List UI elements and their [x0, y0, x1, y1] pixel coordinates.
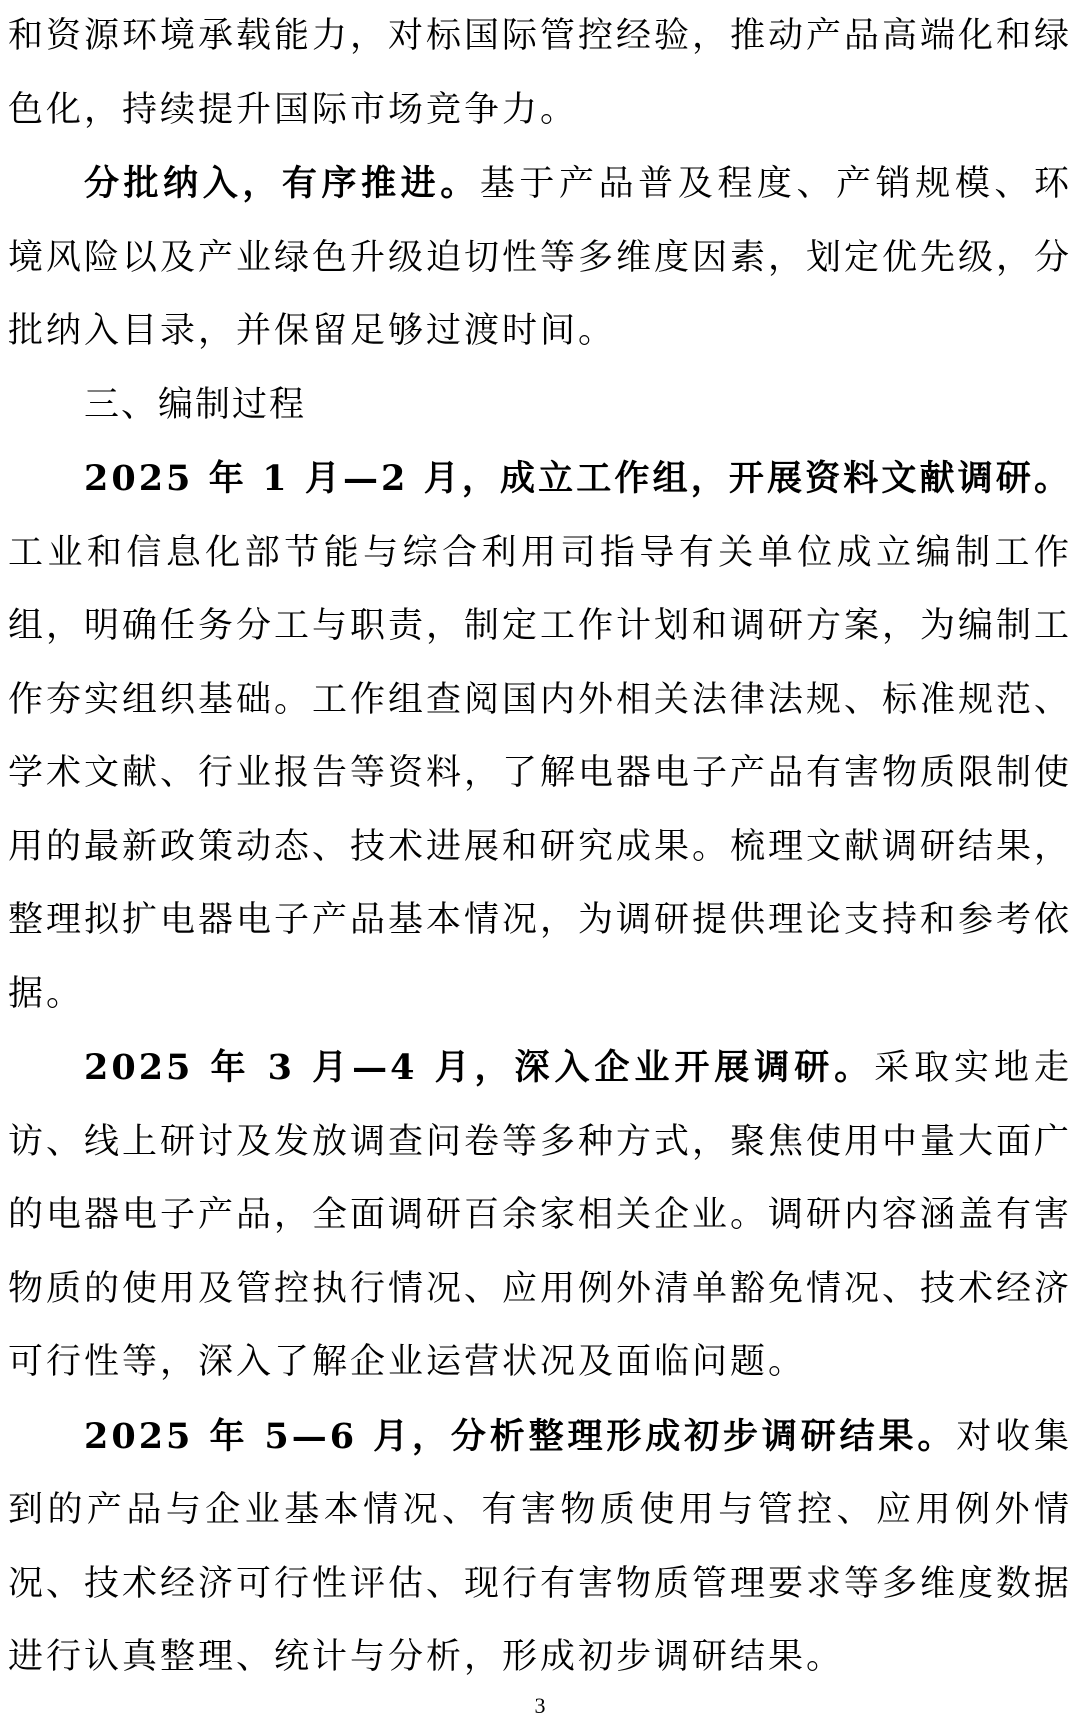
paragraph-lead: 2025 年 1 月—2 月，成立工作组，开展资料文献调研。 [84, 458, 1072, 499]
paragraph-text: 工业和信息化部节能与综合利用司指导有关单位成立编制工作组，明确任务分工与职责，制定工作计划和调研方案，为编制工作夯实组织基础。工作组查阅国内外相关法律法规、标准规范、学术文献、行业报告等资料，了解电器电子产品有害物质限制使用的最新政策动态、技术进展和研究成果。梳理文献调研结果，整理拟扩电器电子产品基本情况，为调研提供理论支持和参考依据。 [8, 532, 1073, 1014]
section-heading: 三、编制过程 [84, 384, 307, 425]
paragraph-phased-inclusion [8, 147, 1072, 369]
paragraph-continuation [8, 0, 1072, 147]
paragraph-text: 采取实地走访、线上研讨及发放调查问卷等多种方式，聚焦使用中量大面广的电器电子产品，全面调研百余家相关企业。调研内容涵盖有害物质的使用及管控执行情况、应用例外清单豁免情况、技术经济可行性等，深入了解企业运营状况及面临问题。 [8, 1048, 1073, 1382]
paragraph-lead: 2025 年 5—6 月，分析整理形成初步调研结果。 [84, 1415, 957, 1457]
paragraph-text: 对收集到的产品与企业基本情况、有害物质使用与管控、应用例外情况、技术经济可行性评估、现行有害物质管理要求等多维度数据进行认真整理、统计与分析，形成初步调研结果。 [8, 1416, 1073, 1677]
paragraph-mar-apr [8, 1031, 1072, 1400]
paragraph-lead: 2025 年 3 月—4 月，深入企业开展调研。 [84, 1047, 875, 1088]
paragraph-text: 和资源环境承载能力，对标国际管控经验，推动产品高端化和绿色化，持续提升国际市场竞争力。 [8, 16, 1073, 130]
paragraph-may-jun [8, 1400, 1072, 1695]
paragraph-text: 基于产品普及程度、产销规模、环境风险以及产业绿色升级迫切性等多维度因素，划定优先级，分批纳入目录，并保留足够过渡时间。 [8, 164, 1073, 351]
page-number: 3 [534, 1693, 546, 1718]
paragraph-jan-feb [8, 442, 1072, 1031]
body-text [8, 0, 1072, 1695]
paragraph-lead: 分批纳入，有序推进。 [84, 163, 480, 204]
